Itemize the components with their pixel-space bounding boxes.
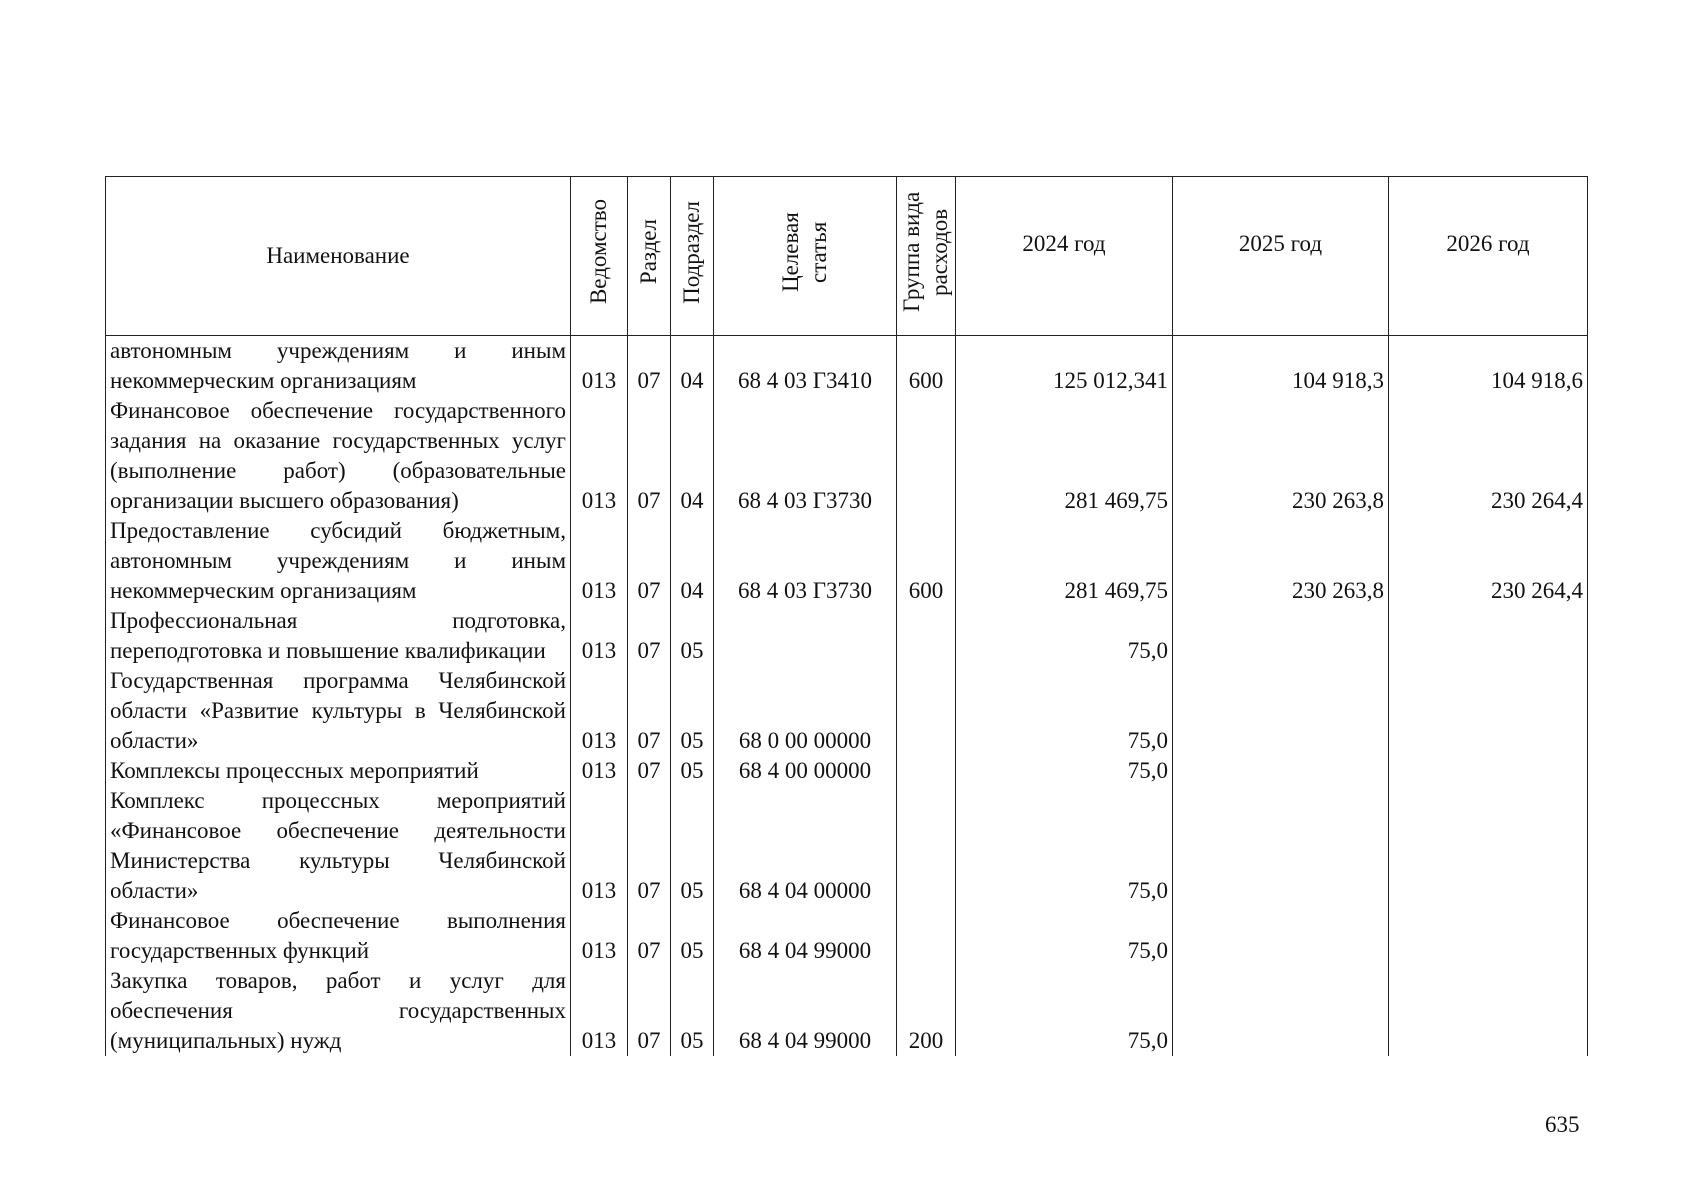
cell-vedomstvo: 013 xyxy=(571,516,628,606)
table-row xyxy=(106,606,1588,666)
cell-vedomstvo: 013 xyxy=(571,786,628,906)
cell-vedomstvo: 013 xyxy=(571,966,628,1056)
cell-podrazdel: 05 xyxy=(671,666,714,756)
cell-tselevaya-statya: 68 4 03 Г3730 xyxy=(714,516,897,606)
cell-vedomstvo: 013 xyxy=(571,756,628,786)
cell-vedomstvo: 013 xyxy=(571,666,628,756)
cell-tselevaya-statya: 68 4 04 99000 xyxy=(714,906,897,966)
cell-2025: 230 263,8 xyxy=(1173,516,1389,606)
cell-2024: 125 012,341 xyxy=(956,336,1173,397)
cell-2024: 75,0 xyxy=(956,756,1173,786)
cell-2024: 75,0 xyxy=(956,966,1173,1056)
cell-gruppa-vida-raskhodov xyxy=(897,606,956,666)
cell-gruppa-vida-raskhodov: 600 xyxy=(897,336,956,397)
cell-2025 xyxy=(1173,606,1389,666)
cell-2024: 75,0 xyxy=(956,786,1173,906)
cell-gruppa-vida-raskhodov xyxy=(897,396,956,516)
cell-vedomstvo: 013 xyxy=(571,906,628,966)
cell-2026: 230 264,4 xyxy=(1389,396,1588,516)
cell-razdel: 07 xyxy=(628,756,671,786)
header-razdel: Раздел xyxy=(628,177,671,336)
header-2026: 2026 год xyxy=(1389,177,1588,336)
cell-podrazdel: 04 xyxy=(671,336,714,397)
cell-2026 xyxy=(1389,606,1588,666)
cell-name: автономным учреждениям и иным некоммерческим организациям xyxy=(106,336,571,397)
cell-2024: 75,0 xyxy=(956,906,1173,966)
cell-razdel: 07 xyxy=(628,336,671,397)
cell-2025 xyxy=(1173,966,1389,1056)
budget-table xyxy=(105,176,1588,1056)
cell-razdel: 07 xyxy=(628,396,671,516)
cell-vedomstvo: 013 xyxy=(571,606,628,666)
header-2025: 2025 год xyxy=(1173,177,1389,336)
cell-razdel: 07 xyxy=(628,666,671,756)
cell-podrazdel: 05 xyxy=(671,906,714,966)
cell-2026 xyxy=(1389,966,1588,1056)
cell-2025: 230 263,8 xyxy=(1173,396,1389,516)
table-row xyxy=(106,756,1588,786)
cell-name: Комплексы процессных мероприятий xyxy=(106,756,571,786)
cell-gruppa-vida-raskhodov xyxy=(897,786,956,906)
header-2024: 2024 год xyxy=(956,177,1173,336)
table-row xyxy=(106,396,1588,516)
cell-2026 xyxy=(1389,786,1588,906)
page-number: 635 xyxy=(1545,1112,1580,1137)
cell-podrazdel: 04 xyxy=(671,396,714,516)
cell-podrazdel: 05 xyxy=(671,756,714,786)
cell-tselevaya-statya: 68 4 00 00000 xyxy=(714,756,897,786)
cell-2025: 104 918,3 xyxy=(1173,336,1389,397)
cell-podrazdel: 05 xyxy=(671,966,714,1056)
cell-tselevaya-statya: 68 4 03 Г3410 xyxy=(714,336,897,397)
cell-razdel: 07 xyxy=(628,516,671,606)
table-row xyxy=(106,336,1588,397)
cell-2026 xyxy=(1389,666,1588,756)
header-podrazdel: Подраздел xyxy=(671,177,714,336)
cell-name: Профессиональная подготовка, переподготовка и повышение квалификации xyxy=(106,606,571,666)
cell-2026: 104 918,6 xyxy=(1389,336,1588,397)
cell-2025 xyxy=(1173,786,1389,906)
cell-tselevaya-statya xyxy=(714,606,897,666)
cell-vedomstvo: 013 xyxy=(571,336,628,397)
cell-razdel: 07 xyxy=(628,786,671,906)
table-row xyxy=(106,786,1588,906)
cell-2026: 230 264,4 xyxy=(1389,516,1588,606)
table-body xyxy=(106,336,1588,1057)
table-row xyxy=(106,666,1588,756)
cell-name: Финансовое обеспечение государственного задания на оказание государственных услуг (выполнение работ) (образовательные организации высшего образования) xyxy=(106,396,571,516)
cell-podrazdel: 05 xyxy=(671,606,714,666)
cell-2026 xyxy=(1389,756,1588,786)
cell-gruppa-vida-raskhodov: 600 xyxy=(897,516,956,606)
cell-2026 xyxy=(1389,906,1588,966)
cell-razdel: 07 xyxy=(628,906,671,966)
cell-gruppa-vida-raskhodov xyxy=(897,756,956,786)
cell-2024: 281 469,75 xyxy=(956,396,1173,516)
cell-name: Предоставление субсидий бюджетным, автономным учреждениям и иным некоммерческим организациям xyxy=(106,516,571,606)
cell-2024: 75,0 xyxy=(956,666,1173,756)
cell-vedomstvo: 013 xyxy=(571,396,628,516)
cell-name: Комплекс процессных мероприятий «Финансовое обеспечение деятельности Министерства культуры Челябинской области» xyxy=(106,786,571,906)
cell-2025 xyxy=(1173,666,1389,756)
cell-name: Государственная программа Челябинской области «Развитие культуры в Челябинской области» xyxy=(106,666,571,756)
header-tselevaya-statya: Целевая статья xyxy=(714,177,897,336)
cell-tselevaya-statya: 68 0 00 00000 xyxy=(714,666,897,756)
cell-gruppa-vida-raskhodov xyxy=(897,666,956,756)
table-row xyxy=(106,516,1588,606)
cell-podrazdel: 04 xyxy=(671,516,714,606)
cell-podrazdel: 05 xyxy=(671,786,714,906)
cell-2025 xyxy=(1173,906,1389,966)
table-row xyxy=(106,906,1588,966)
cell-tselevaya-statya: 68 4 03 Г3730 xyxy=(714,396,897,516)
header-vedomstvo: Ведомство xyxy=(571,177,628,336)
table-header xyxy=(106,177,1588,336)
cell-tselevaya-statya: 68 4 04 99000 xyxy=(714,966,897,1056)
cell-gruppa-vida-raskhodov xyxy=(897,906,956,966)
cell-2024: 75,0 xyxy=(956,606,1173,666)
cell-razdel: 07 xyxy=(628,966,671,1056)
cell-name: Финансовое обеспечение выполнения государственных функций xyxy=(106,906,571,966)
table-row xyxy=(106,966,1588,1056)
cell-razdel: 07 xyxy=(628,606,671,666)
cell-2025 xyxy=(1173,756,1389,786)
cell-name: Закупка товаров, работ и услуг для обеспечения государственных (муниципальных) нужд xyxy=(106,966,571,1056)
header-name: Наименование xyxy=(106,177,571,336)
cell-2024: 281 469,75 xyxy=(956,516,1173,606)
header-gruppa-vida-raskhodov: Группа вида расходов xyxy=(897,177,956,336)
cell-tselevaya-statya: 68 4 04 00000 xyxy=(714,786,897,906)
cell-gruppa-vida-raskhodov: 200 xyxy=(897,966,956,1056)
